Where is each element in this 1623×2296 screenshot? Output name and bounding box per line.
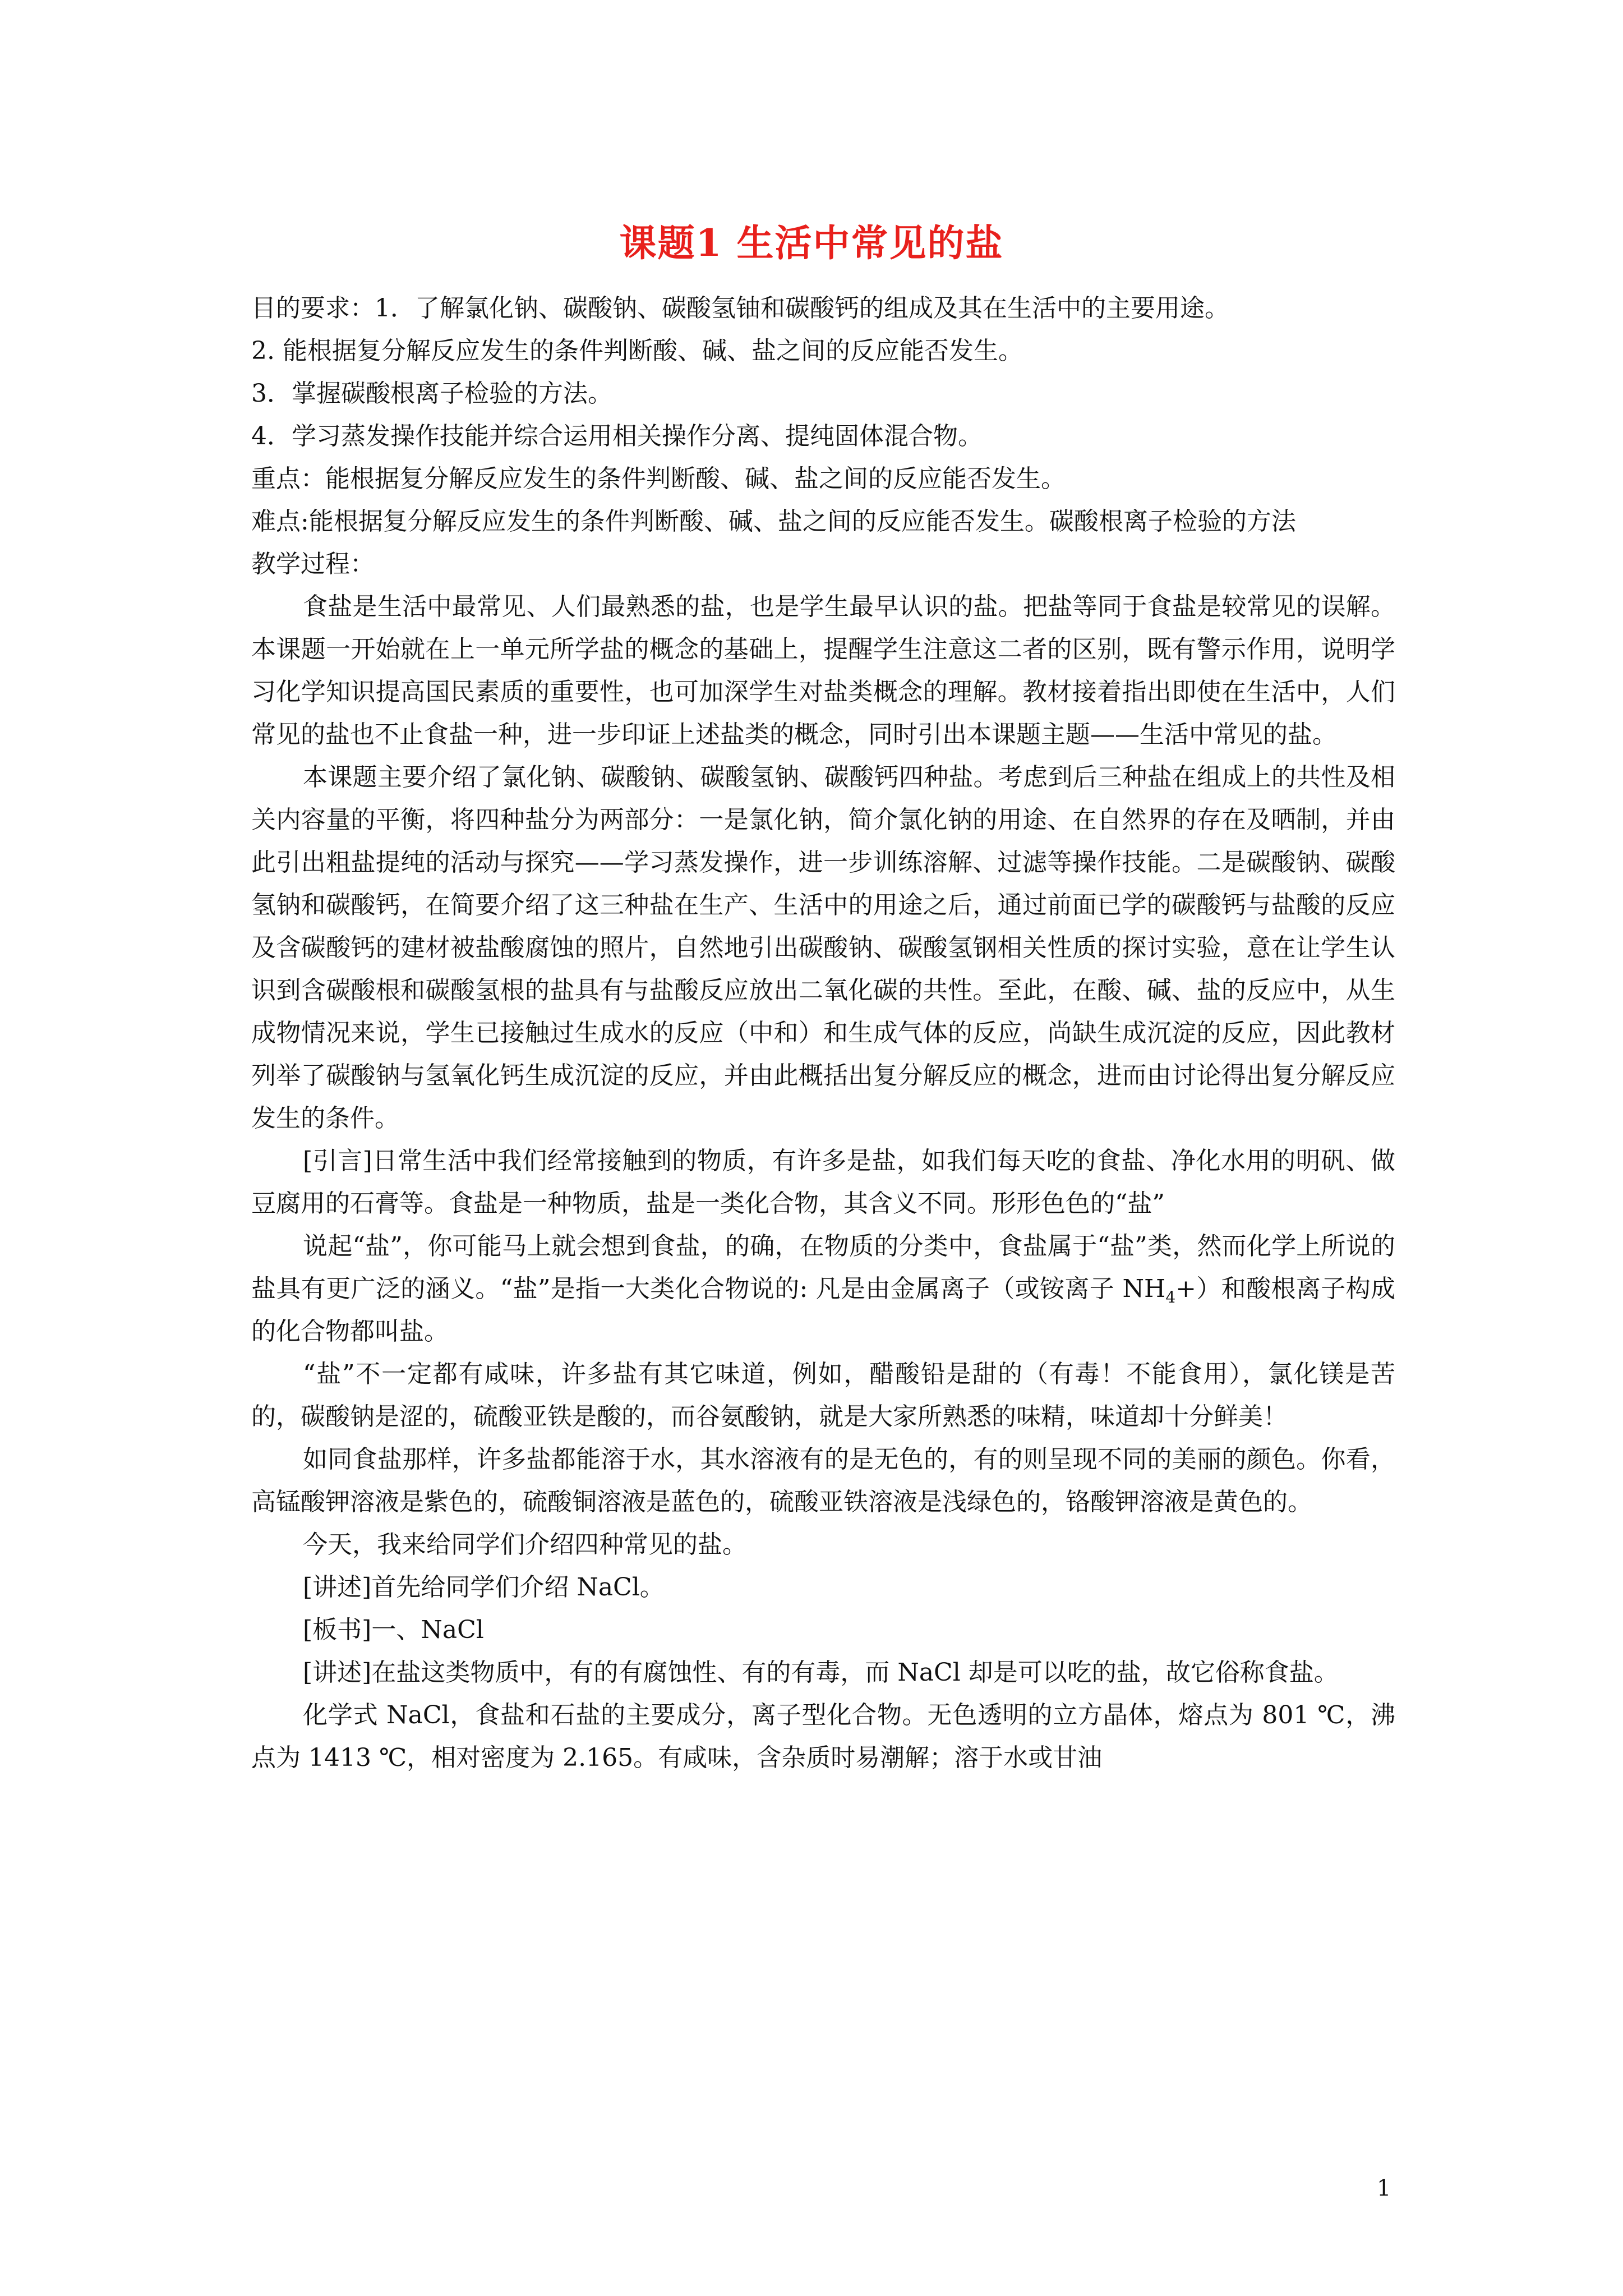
- difficulty-line: 难点:能根据复分解反应发生的条件判断酸、碱、盐之间的反应能否发生。碳酸根离子检验的方法: [251, 507, 1296, 536]
- key-point-line: 重点：能根据复分解反应发生的条件判断酸、碱、盐之间的反应能否发生。: [251, 464, 1066, 493]
- paragraph: 今天，我来给同学们介绍四种常见的盐。: [303, 1530, 747, 1559]
- process-heading: 教学过程：: [251, 550, 375, 578]
- document-body: [251, 287, 1395, 1779]
- goal-line: 目的要求：1．了解氯化钠、碳酸钠、碳酸氢铀和碳酸钙的组成及其在生活中的主要用途。: [251, 294, 1229, 323]
- paragraph: [讲述]在盐这类物质中，有的有腐蚀性、有的有毒，而 NaCl 却是可以吃的盐，故它俗称食盐。: [303, 1658, 1339, 1687]
- paragraph: 本课题主要介绍了氯化钠、碳酸钠、碳酸氢钠、碳酸钙四种盐。考虑到后三种盐在组成上的共性及相关内容量的平衡，将四种盐分为两部分：一是氯化钠，简介氯化钠的用途、在自然界的存在及晒制，并由此引出粗盐提纯的活动与探究——学习蒸发操作，进一步训练溶解、过滤等操作技能。二是碳酸钠、碳酸氢钠和碳酸钙，在简要介绍了这三种盐在生产、生活中的用途之后，通过前面已学的碳酸钙与盐酸的反应及含碳酸钙的建材被盐酸腐蚀的照片，自然地引出碳酸钠、碳酸氢钢相关性质的探讨实验，意在让学生认识到含碳酸根和碳酸氢根的盐具有与盐酸反应放出二氧化碳的共性。至此，在酸、碱、盐的反应中，从生成物情况来说，学生已接触过生成水的反应（中和）和生成气体的反应，尚缺生成沉淀的反应，因此教材列举了碳酸钠与氢氧化钙生成沉淀的反应，并由此概括出复分解反应的概念，进而由讨论得出复分解反应发生的条件。: [251, 763, 1395, 1133]
- subscript: 4: [1165, 1287, 1176, 1306]
- paragraph: 如同食盐那样，许多盐都能溶于水，其水溶液有的是无色的，有的则呈现不同的美丽的颜色。你看，高锰酸钾溶液是紫色的，硫酸铜溶液是蓝色的，硫酸亚铁溶液是浅绿色的，铬酸钾溶液是黄色的。: [251, 1445, 1395, 1516]
- paragraph: “盐”不一定都有咸味，许多盐有其它味道，例如，醋酸铅是甜的（有毒！不能食用），氯化镁是苦的，碳酸钠是涩的，硫酸亚铁是酸的，而谷氨酸钠，就是大家所熟悉的味精，味道却十分鲜美！: [251, 1360, 1396, 1431]
- page-title: 课题1 生活中常见的盐: [619, 221, 1004, 265]
- paragraph: [板书]一、NaCl: [303, 1616, 484, 1644]
- goal-line: 3．掌握碳酸根离子检验的方法。: [251, 379, 612, 408]
- goal-line: 2. 能根据复分解反应发生的条件判断酸、碱、盐之间的反应能否发生。: [251, 337, 1023, 365]
- salt-definition-text-end: +）和酸根离子构成的化合物都叫盐。: [251, 1274, 1395, 1346]
- paragraph: 食盐是生活中最常见、人们最熟悉的盐，也是学生最早认识的盐。把盐等同于食盐是较常见的误解。本课题一开始就在上一单元所学盐的概念的基础上，提醒学生注意这二者的区别，既有警示作用，说明学习化学知识提高国民素质的重要性，也可加深学生对盐类概念的理解。教材接着指出即使在生活中，人们常见的盐也不止食盐一种，进一步印证上述盐类的概念，同时引出本课题主题——生活中常见的盐。: [251, 592, 1395, 749]
- salt-definition-paragraph: [251, 1225, 1395, 1353]
- page-number: 1: [1377, 2175, 1391, 2201]
- salt-definition-text: 说起“盐”，你可能马上就会想到食盐，的确，在物质的分类中，食盐属于“盐”类，然而化学上所说的盐具有更广泛的涵义。“盐”是指一大类化合物说的: 凡是由金属离子（或铵离子 NH: [251, 1232, 1395, 1303]
- paragraph: [引言]日常生活中我们经常接触到的物质，有许多是盐，如我们每天吃的食盐、净化水用的明矾、做豆腐用的石膏等。食盐是一种物质，盐是一类化合物，其含义不同。形形色色的“盐”: [251, 1147, 1395, 1218]
- paragraph: 化学式 NaCl，食盐和石盐的主要成分，离子型化合物。无色透明的立方晶体，熔点为 801 ℃，沸点为 1413 ℃，相对密度为 2.165。有咸味，含杂质时易潮解；溶于水或甘油: [251, 1701, 1395, 1772]
- goal-line: 4．学习蒸发操作技能并综合运用相关操作分离、提纯固体混合物。: [251, 422, 983, 450]
- paragraph: [讲述]首先给同学们介绍 NaCl。: [303, 1573, 665, 1602]
